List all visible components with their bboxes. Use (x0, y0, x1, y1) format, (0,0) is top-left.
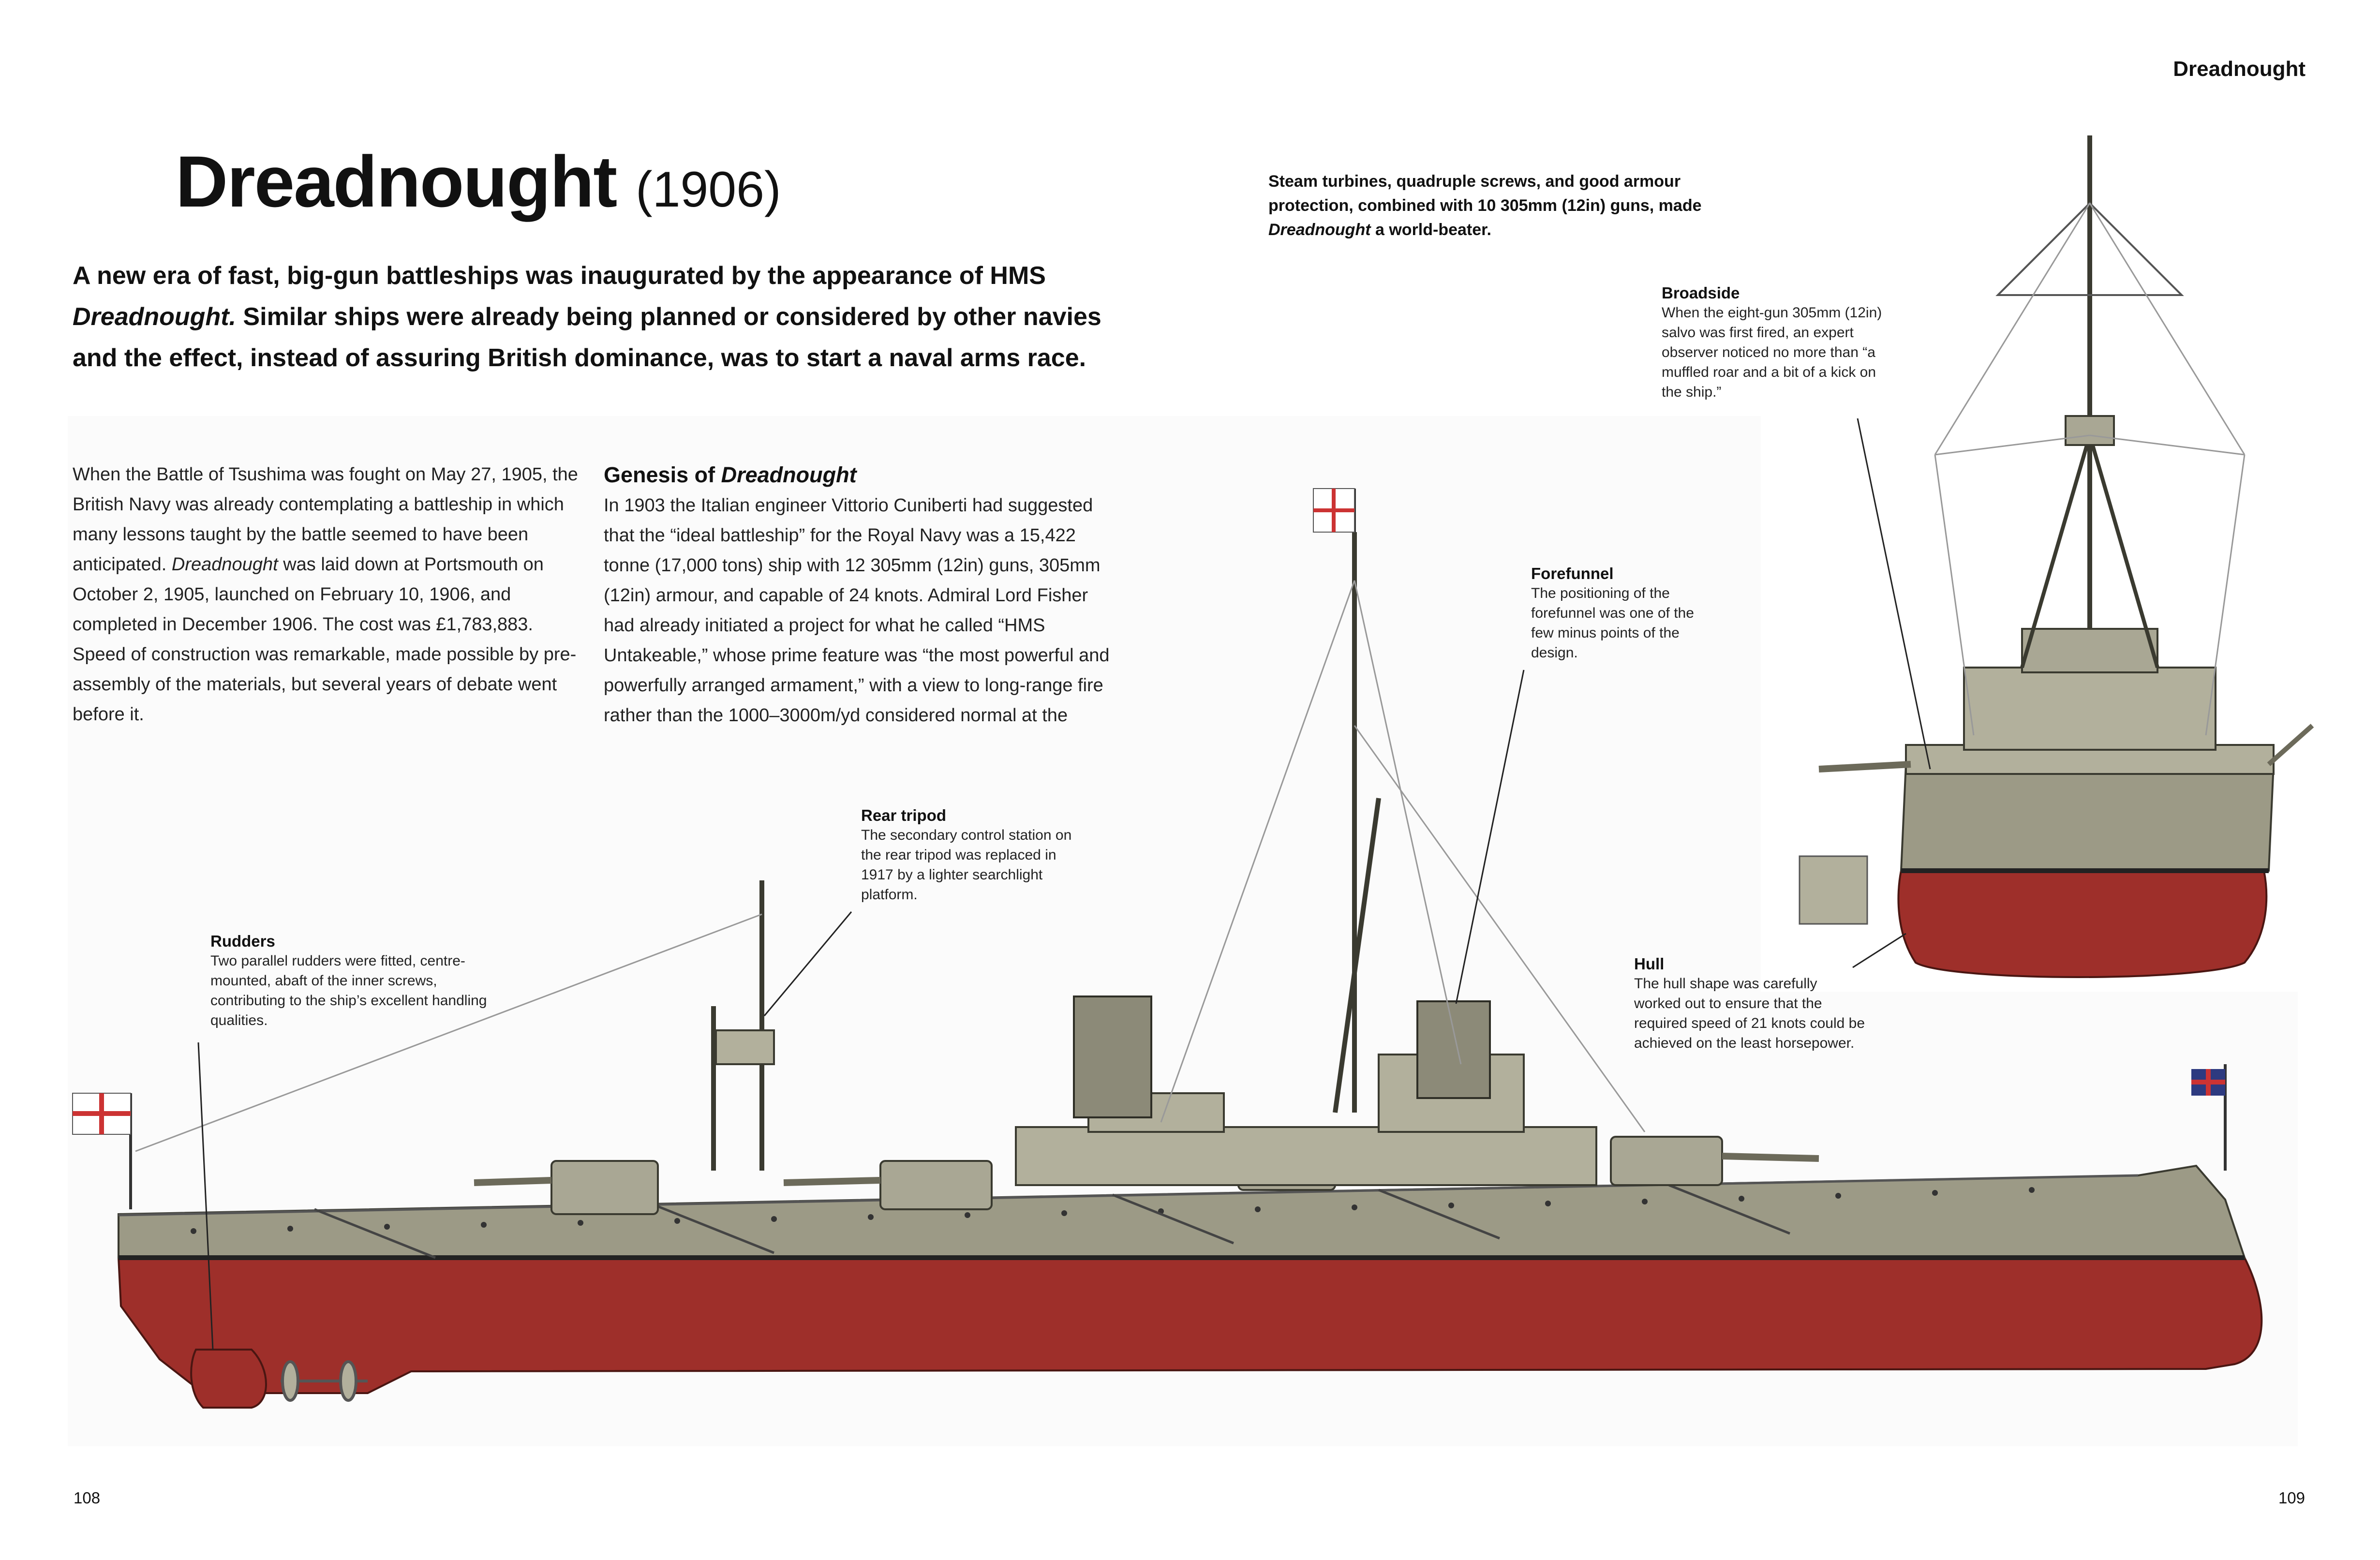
page-number-right: 109 (2278, 1489, 2305, 1507)
heading-italic: Dreadnought (721, 462, 857, 487)
callout-title: Forefunnel (1531, 565, 1614, 582)
callout-forefunnel (1531, 564, 1705, 663)
callout-title: Rear tripod (861, 806, 947, 824)
callout-text: Two parallel rudders were fitted, centre-mounted, abaft of the inner screws, contributing to the ship’s excellent handling qualities. (210, 953, 487, 1028)
caption-text-2: a world-beater. (1370, 221, 1491, 239)
callout-text: The hull shape was carefully worked out to ensure that the required speed of 21 knots could be achieved on the least horsepower. (1634, 976, 1865, 1051)
illustration-caption (1268, 169, 1713, 242)
section-heading (604, 460, 1112, 490)
callout-text: The secondary control station on the rear tripod was replaced in 1917 by a lighter searchlight platform. (861, 827, 1072, 903)
title-main: Dreadnought (176, 141, 617, 222)
callout-title: Broadside (1662, 284, 1740, 302)
callout-hull (1634, 954, 1866, 1053)
intro-text-2: Similar ships were already being planned or considered by other navies and the effect, instead of assuring British dominance, was to start a naval arms race. (73, 303, 1101, 372)
col1-italic-ship: Dreadnought (171, 554, 278, 575)
page-title (176, 141, 781, 222)
page-number-left: 108 (74, 1489, 101, 1507)
callout-rudders (210, 931, 501, 1030)
intro-paragraph (73, 255, 1113, 379)
rudder (191, 1350, 266, 1408)
callout-broadside (1662, 283, 1889, 402)
col1-text-2: was laid down at Portsmouth on October 2, 1905, launched on February 10, 1906, and completed in December 1906. The cost was £1,783,883. Speed of construction was remarkable, made possible by pre-assembly of the materials, but several years of debate went before it. (73, 554, 577, 725)
callout-title: Hull (1634, 955, 1665, 973)
title-year: (1906) (635, 162, 781, 218)
body-column-2 (604, 460, 1112, 730)
body-column-1 (73, 460, 585, 729)
caption-text-1: Steam turbines, quadruple screws, and good armour protection, combined with 10 305mm (12in) guns, made (1268, 172, 1702, 215)
stern-view (1800, 135, 2312, 977)
col1-text-1: When the Battle of Tsushima was fought on May 27, 1905, the British Navy was already contemplating a battleship in which many lessons taught by the battle seemed to have been anticipated. (73, 464, 578, 575)
callout-text: The positioning of the forefunnel was one of the few minus points of the design. (1531, 585, 1694, 661)
col2-text: In 1903 the Italian engineer Vittorio Cuniberti had suggested that the “ideal battleship” for the Royal Navy was a 15,422 tonne (17,000 tons) ship with 12 305mm (12in) guns, 305mm (12in) armour, and capable of 24 knots. Admiral Lord Fisher had already initiated a project for what he called “HMS Untakeable,” whose prime feature was “the most powerful and powerfully arranged armament,” with a view to long-range fire rather than the 1000–3000m/yd considered normal at the (604, 495, 1110, 726)
intro-text-1: A new era of fast, big-gun battleships was inaugurated by the appearance of HMS (73, 262, 1046, 290)
caption-italic-ship: Dreadnought (1268, 221, 1371, 239)
intro-italic-ship: Dreadnought. (73, 303, 236, 331)
callout-text: When the eight-gun 305mm (12in) salvo was first fired, an expert observer noticed no more than “a muffled roar and a bit of a kick on the ship.” (1662, 305, 1882, 400)
callout-title: Rudders (210, 932, 275, 950)
callout-rear-tripod (861, 805, 1074, 905)
running-head: Dreadnought (2173, 57, 2306, 81)
heading-prefix: Genesis of (604, 462, 721, 487)
